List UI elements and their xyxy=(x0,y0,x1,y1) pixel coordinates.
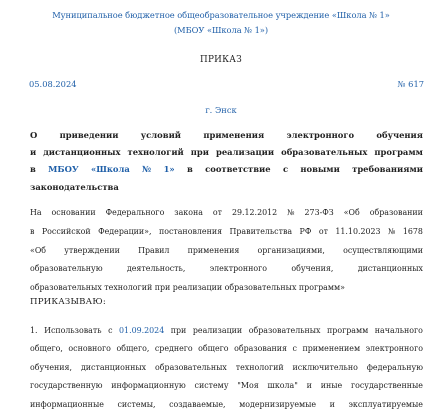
title-line xyxy=(30,161,423,178)
clause-line xyxy=(30,340,423,358)
title-word: реализации xyxy=(215,147,275,158)
title-word: обучения xyxy=(376,130,423,140)
basis-word: Правил xyxy=(138,245,170,255)
basis-word: закона xyxy=(174,208,203,217)
clause-word: при xyxy=(170,326,187,335)
title-word: О xyxy=(30,130,38,140)
basis-word: осуществляющими xyxy=(343,245,423,255)
basis-word: применения xyxy=(187,245,240,255)
clause-word: информационные xyxy=(30,399,104,409)
clause-word: образовательных xyxy=(248,326,321,335)
basis-word: Федерального xyxy=(105,208,165,217)
clause-word: образования xyxy=(234,344,288,354)
clause-word: электронного xyxy=(365,344,423,354)
order-number: № 617 xyxy=(397,79,424,89)
clause-word: и xyxy=(329,399,335,409)
title-word: технологий xyxy=(127,147,184,158)
basis-word: от xyxy=(318,226,328,236)
title-line xyxy=(30,127,423,144)
title-org-word: № xyxy=(142,164,152,175)
title-word: соответствие xyxy=(205,164,271,175)
basis-line-last: образовательных технологий при реализации образовательных программ» xyxy=(30,283,345,293)
order-directive-heading: ПРИКАЗЫВАЮ: xyxy=(30,297,106,307)
basis-word: 29.12.2012 xyxy=(231,208,278,217)
basis-word: Российской xyxy=(41,226,91,236)
basis-word: 11.10.2023 xyxy=(335,226,381,236)
basis-word: Правительства xyxy=(229,226,293,236)
title-word: программ xyxy=(374,147,423,158)
clause-word: общего, xyxy=(30,344,63,354)
title-word: электронного xyxy=(286,130,355,140)
clause-word: общего xyxy=(198,344,229,354)
clause-word: систему xyxy=(194,381,229,391)
clause-word: иные xyxy=(320,381,343,391)
clause-word: технологий xyxy=(235,362,284,372)
clause-word: школа" xyxy=(267,381,298,391)
title-org-word: МБОУ xyxy=(48,164,79,175)
title-word: новыми xyxy=(300,164,340,175)
clause-word: и xyxy=(306,381,312,391)
basis-word: деятельность, xyxy=(126,264,186,274)
clause-1 xyxy=(30,322,423,414)
title-word: условий xyxy=(140,130,181,140)
basis-word: 1678 xyxy=(402,226,423,236)
basis-line xyxy=(30,223,423,242)
clause-word: государственные xyxy=(351,381,423,391)
title-org-word: 1» xyxy=(163,164,175,175)
basis-word: № xyxy=(287,208,295,217)
clause-word: исключительно xyxy=(292,362,358,372)
clause-word: с xyxy=(292,344,297,354)
title-word: приведении xyxy=(59,130,119,140)
basis-word: № xyxy=(387,226,396,236)
clause-word: общего, xyxy=(116,344,150,354)
order-title xyxy=(30,127,423,196)
clause-word: государственную xyxy=(30,381,103,391)
clause-line xyxy=(30,322,423,340)
clause-word: с xyxy=(108,326,113,335)
clause-word: начального xyxy=(374,326,423,335)
basis-word: в xyxy=(30,226,35,236)
basis-word: Федерации», xyxy=(98,226,152,236)
order-city: г. Энск xyxy=(205,105,237,115)
basis-word: от xyxy=(212,208,223,217)
title-word: в xyxy=(30,164,36,175)
clause-word: образовательных xyxy=(155,362,227,372)
basis-word: РФ xyxy=(299,226,312,236)
title-line-last: законодательства xyxy=(30,181,119,192)
clause-word: программ xyxy=(327,326,369,335)
basis-paragraph xyxy=(30,204,423,298)
clause-word: информационную xyxy=(111,381,186,391)
basis-word: постановления xyxy=(158,226,223,236)
title-word: с xyxy=(282,164,289,175)
title-word: дистанционных xyxy=(43,147,121,158)
title-word: требованиями xyxy=(352,164,423,175)
clause-word: 1. xyxy=(30,326,38,335)
clause-word: Использовать xyxy=(44,326,102,335)
title-line xyxy=(30,144,423,161)
basis-word: электронного xyxy=(209,264,268,274)
basis-line xyxy=(30,242,423,261)
clause-word: применением xyxy=(302,344,361,354)
clause-start-date: 01.09.2024 xyxy=(119,326,165,335)
title-word: и xyxy=(30,147,37,158)
clause-word: реализации xyxy=(192,326,243,335)
basis-line xyxy=(30,204,423,223)
title-word: при xyxy=(190,147,209,158)
institution-full-name: Муниципальное бюджетное общеобразовательное учреждение «Школа № 1» xyxy=(52,10,390,20)
clause-line xyxy=(30,359,423,377)
clause-word: среднего xyxy=(154,344,193,354)
basis-word: образовании xyxy=(369,208,423,217)
title-word: образовательных xyxy=(281,147,368,158)
clause-word: основного xyxy=(68,344,111,354)
clause-word: дистанционных xyxy=(80,362,147,372)
clause-word: "Моя xyxy=(237,381,259,391)
basis-word: организациями, xyxy=(257,245,325,255)
title-word: в xyxy=(187,164,193,175)
title-org-word: «Школа xyxy=(91,164,130,175)
clause-word: создаваемые, xyxy=(169,399,226,409)
basis-word: образовательную xyxy=(30,264,103,274)
clause-word: федеральную xyxy=(366,362,423,372)
order-date: 05.08.2024 xyxy=(29,79,77,89)
institution-short-name: (МБОУ «Школа № 1») xyxy=(173,25,269,35)
clause-word: обучения, xyxy=(30,362,73,372)
clause-word: системы, xyxy=(117,399,156,409)
clause-line xyxy=(30,377,423,395)
basis-line xyxy=(30,260,423,279)
basis-word: дистанционных xyxy=(357,264,423,274)
document-type: ПРИКАЗ xyxy=(199,55,242,65)
basis-word: утверждении xyxy=(64,245,120,255)
basis-word: основании xyxy=(51,208,96,217)
clause-word: эксплуатируемые xyxy=(348,399,423,409)
clause-word: модернизируемые xyxy=(239,399,317,409)
basis-word: «Об xyxy=(343,208,360,217)
clause-line xyxy=(30,396,423,414)
title-word: применения xyxy=(203,130,265,140)
basis-word: обучения, xyxy=(291,264,334,274)
basis-word: 273-ФЗ xyxy=(304,208,334,217)
basis-word: На xyxy=(30,208,42,217)
basis-word: «Об xyxy=(30,245,47,255)
